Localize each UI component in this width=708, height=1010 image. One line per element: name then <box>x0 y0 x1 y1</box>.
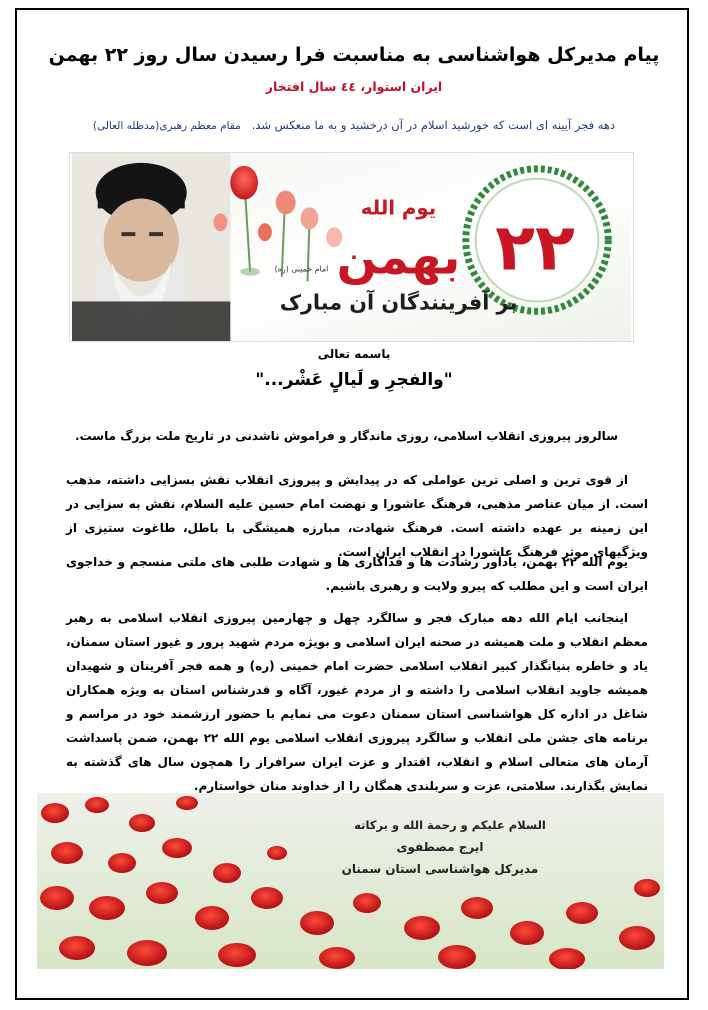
paragraph-3: یوم الله ۲۲ بهمن، یادآور رشادت ها و فداکاری ها و شهادت طلبی های ملتی منسجم و خداجوی ایران است و این مطلب که پیرو ولایت و رهبری باشیم. <box>66 555 648 593</box>
footer-salutation: السلام علیکم و رحمة الله و برکاته <box>354 818 546 832</box>
banner-day-label: یوم الله <box>360 196 437 220</box>
signatory-position: مدیرکل هواشناسی استان سمنان <box>341 862 539 876</box>
banner-number: ۲۲ <box>495 209 575 286</box>
page-title: پیام مدیرکل هواشناسی به مناسبت فرا رسیدن سال روز ۲۲ بهمن <box>48 44 660 66</box>
paragraph-4: اینجانب ایام الله دهه مبارک فجر و سالگرد چهل و چهارمین پیروزی انقلاب اسلامی به رهبر معظم انقلاب و ملت همیشه در صحنه ایران اسلامی و بویژه مردم شهید پرور و غیور استان سمنان، یاد و خاطره بنیانگذار کبیر انقلاب اسلامی حضرت امام خمینی (ره) و همه فجر آفرینان و شهیدان همیشه جاوید انقلاب اسلامی را داشته و از مردم غیور، آگاه و قدرشناس استان به ویژه همکاران شاغل در اداره کل هواشناسی استان سمنان دعوت می نمایم با حضور ارزشمند خود در مراسم و برنامه های جشن ملی انقلاب و سالگرد پیروزی انقلاب اسلامی یوم الله ۲۲ بهمن، ضمن پاسداشت آرمان های متعالی اسلام و انقلاب، اقتدار و عزت ایران سرافراز را همچون سال های گذشته به نمایش بگذارند. سلامتی، عزت و سربلندی همگان را از خداوند منان خواستارم. <box>66 611 648 793</box>
signatory-name: ایرج مصطفوی <box>396 840 484 854</box>
bismillah-heading: باسمه تعالی <box>317 347 391 361</box>
portrait-caption: امام خمینی (ره) <box>274 264 329 274</box>
paragraph-1: سالروز پیروزی انقلاب اسلامی، روزی ماندگار و فراموش ناشدنی در تاریخ ملت بزرگ ماست. <box>75 429 618 443</box>
paragraph-2: از قوی ترین و اصلی ترین عواملی که در پیدایش و پیروزی انقلاب نقش بسزایی داشته، مذهب است. از میان عناصر مذهبی، فرهنگ عاشورا و نهضت امام حسین علیه السلام، نقش به سزایی در این زمینه بر عهده داشته است. فرهنگ شهادت، مبارزه همیشگی با باطل، طاغوت ستیزی از ویژگیهای موثر فرهنگ عاشورا در انقلاب ایران است. <box>66 473 648 559</box>
quote-text: دهه فجر آیینه ای است که خورشید اسلام در آن درخشید و به ما منعکس شد. <box>251 118 616 132</box>
verse-heading: "والفجرِ و لَیالٍ عَشْر..." <box>255 370 453 390</box>
leader-quote <box>70 118 638 132</box>
quote-source: مقام معظم رهبری(مدظله العالی) <box>92 120 241 132</box>
banner-greeting: بر آفرینندگان آن مبارک <box>279 290 518 315</box>
banner-month: بهمن <box>336 230 461 286</box>
anniversary-banner <box>69 152 634 342</box>
page-subtitle: ایران استوار، ٤٤ سال افتخار <box>265 79 443 94</box>
portrait-image <box>72 153 230 341</box>
